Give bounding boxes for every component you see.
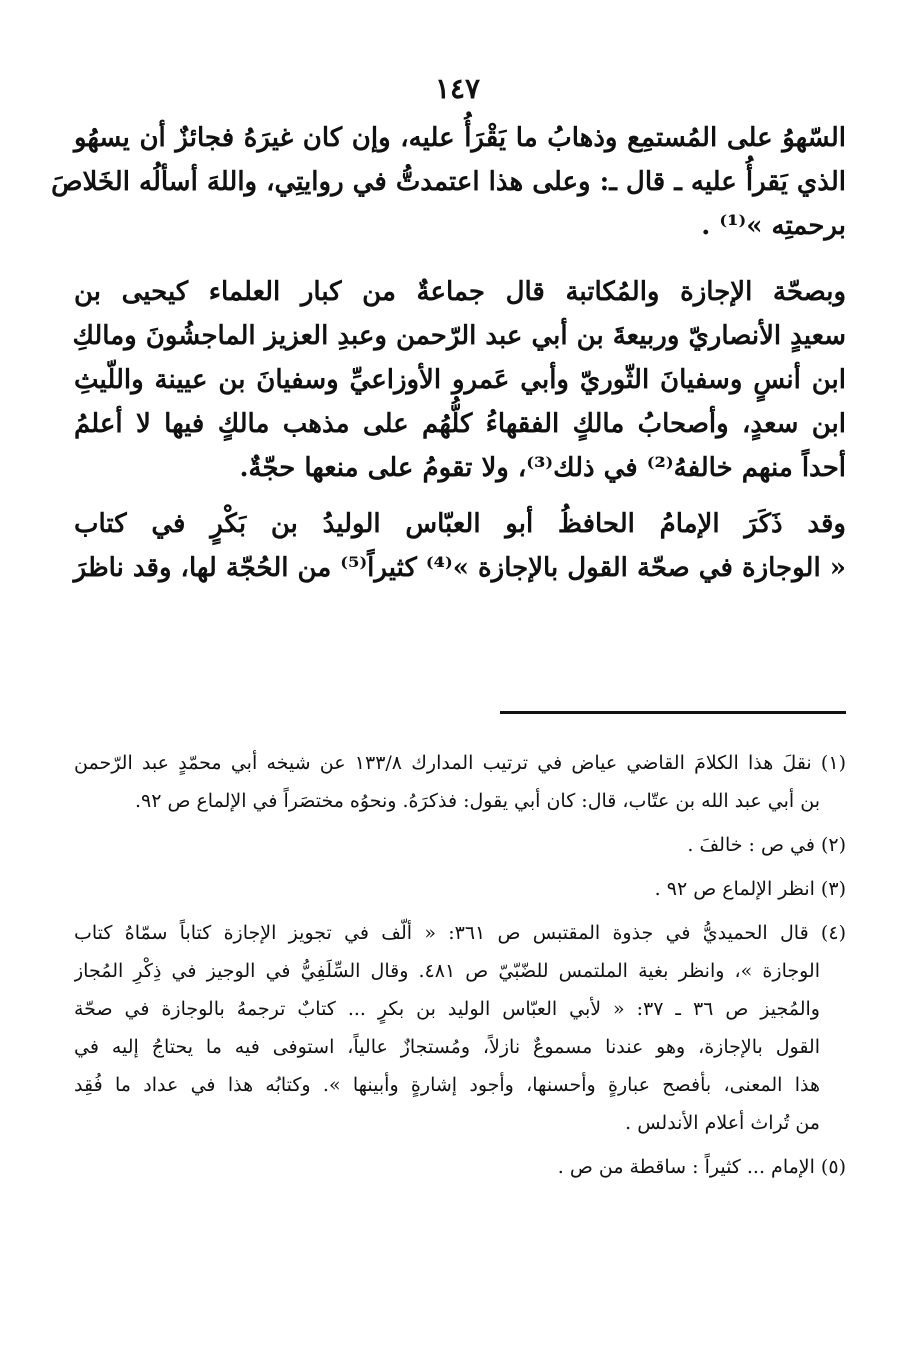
footnote-line: هذا المعنى، بأفصح عبارةٍ وأحسنها، وأجود إشارةٍ وأبينها ». وكتابُه هذا في عداد ما فُقِد: [74, 1074, 820, 1096]
footnote-1: [74, 744, 846, 820]
text-line: الذي يَقرأُ عليه ـ قال ـ: وعلى هذا اعتمدتُّ في روايتِي، واللهَ أسألُه الخَلاصَ: [51, 167, 846, 197]
paragraph-1: [51, 116, 846, 248]
footnote-line: (٤) قال الحميديُّ في جذوة المقتبس ص ٣٦١: « ألّف في تجويز الإجازة كتاباً سمّاهُ كتاب: [74, 922, 846, 944]
footnote-line: (٥) الإمام ... كثيراً : ساقطة من ص .: [557, 1156, 846, 1178]
footnote-line: من تُراث أعلام الأندلس .: [625, 1112, 820, 1134]
text-line: أحداً منهم خالفهُ⁽²⁾ في ذلك⁽³⁾، ولا تقومُ على منعها حجّةٌ.: [239, 453, 846, 483]
footnote-line: (٣) انظر الإلماع ص ٩٢ .: [654, 878, 846, 900]
footnote-line: بن أبي عبد الله بن عتّاب، قال: كان أبي يقول: فذكرَهُ. ونحوُه مختصَراً في الإلماع ص ٩٢.: [134, 790, 820, 812]
text-line: وقد ذَكَرَ الإمامُ الحافظُ أبو العبّاس الوليدُ بن بَكْرٍ في كتاب: [74, 509, 846, 539]
footnote-3: [74, 870, 846, 908]
text-line: وبصحّة الإجازة والمُكاتبة قال جماعةٌ من كبار العلماء كيحيى بن: [74, 277, 846, 307]
footnote-4: [74, 914, 846, 1142]
page-number: ١٤٧: [434, 72, 481, 105]
footnote-5: [74, 1148, 846, 1186]
text-line: ابن سعدٍ، وأصحابُ مالكٍ الفقهاءُ كلُّهُم على مذهب مالكٍ فيها لا أعلمُ: [74, 409, 846, 439]
text-line: « الوجازة في صحّة القول بالإجازة »⁽⁴⁾ كثيراً⁽⁵⁾ من الحُجّة لها، وقد ناظرَ: [73, 553, 846, 583]
main-text: [51, 116, 846, 590]
paragraph-3: [74, 502, 846, 590]
paragraph-2: [74, 270, 846, 490]
text-line: ابن أنسٍ وسفيانَ الثّوريّ وأبي عَمرو الأوزاعيِّ وسفيانَ بن عيينة واللّيثِ: [74, 365, 846, 395]
footnote-2: [74, 826, 846, 864]
footnote-line: والمُجيز ص ٣٦ ـ ٣٧: « لأبي العبّاس الوليد بن بكرٍ ... كتابٌ ترجمهُ بالوجازة في صحّة: [74, 998, 820, 1020]
text-line: السّهوُ على المُستمِع وذهابُ ما يَقْرَأُ عليه، وإن كان غيرَهُ فجائزٌ أن يسهُو: [74, 123, 846, 153]
footnote-line: (٢) في ص : خالفَ .: [687, 834, 846, 856]
footnotes: [74, 744, 846, 1186]
text-line: برحمتِه »⁽¹⁾ .: [701, 211, 846, 241]
text-line: سعيدٍ الأنصاريّ وربيعةَ بن أبي عبد الرّحمن وعبدِ العزيز الماجشُونَ ومالكِ: [72, 321, 846, 351]
footnote-line: (١) نقلَ هذا الكلامَ القاضي عياض في ترتيب المدارك ١٣٣/٨ عن شيخه أبي محمّدٍ عبد الرّحمن: [74, 752, 846, 774]
footnote-divider: [500, 711, 846, 714]
footnote-line: الوجازة »، وانظر بغية الملتمس للضّبّيّ ص ٤٨١. وقال السِّلَفِيُّ في الوجيز في ذِكْرِ المُجاز: [74, 960, 820, 982]
footnote-line: القول بالإجازة، وهو عندنا مسموعٌ نازلاً، ومُستجازٌ عالياً، استوفى فيه ما يحتاجُ إليه في: [74, 1036, 820, 1058]
